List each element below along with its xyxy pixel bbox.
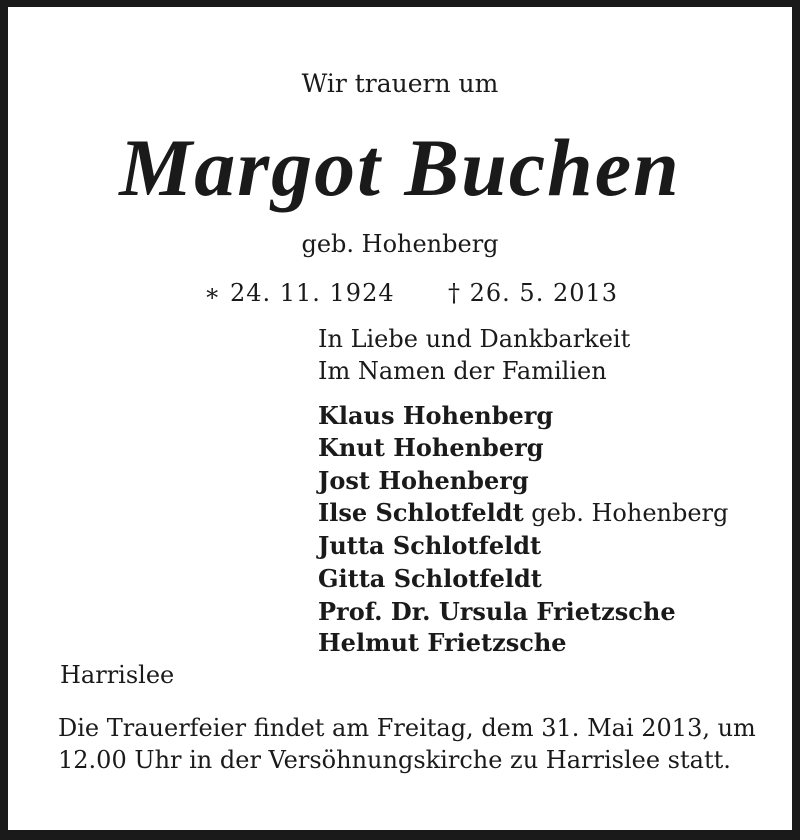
deceased-name: Margot Buchen (119, 122, 681, 213)
family-member (318, 433, 544, 462)
family-member (318, 498, 728, 527)
family-member (318, 401, 553, 430)
family-member-name: Prof. Dr. Ursula Frietzsche (318, 597, 676, 626)
mourning-line: Im Namen der Familien (318, 357, 607, 385)
family-member (318, 628, 567, 657)
family-member-name: Gitta Schlotfeldt (318, 564, 542, 593)
family-member (318, 564, 542, 593)
service-line: 12.00 Uhr in der Versöhnungskirche zu Harrislee statt. (58, 746, 731, 774)
intro-text: Wir trauern um (301, 69, 499, 98)
maiden-name: geb. Hohenberg (301, 230, 499, 258)
family-member-name: Helmut Frietzsche (318, 628, 567, 657)
family-member-name: Knut Hohenberg (318, 433, 544, 462)
family-member (318, 597, 676, 626)
family-member-name: Ilse Schlotfeldt (318, 498, 524, 527)
birth-date: ∗ 24. 11. 1924 (204, 279, 395, 307)
service-line: Die Trauerfeier findet am Freitag, dem 31. Mai 2013, um (58, 714, 756, 742)
family-member-note: geb. Hohenberg (523, 499, 729, 527)
family-member-name: Jost Hohenberg (318, 466, 529, 495)
family-member-name: Klaus Hohenberg (318, 401, 554, 430)
family-member (318, 531, 541, 560)
mourning-line: In Liebe und Dankbarkeit (318, 325, 631, 353)
service-info (58, 712, 756, 776)
place-name: Harrislee (60, 661, 175, 689)
death-date: † 26. 5. 2013 (448, 279, 619, 307)
family-member-name: Jutta Schlotfeldt (318, 531, 542, 560)
family-member (318, 466, 529, 495)
